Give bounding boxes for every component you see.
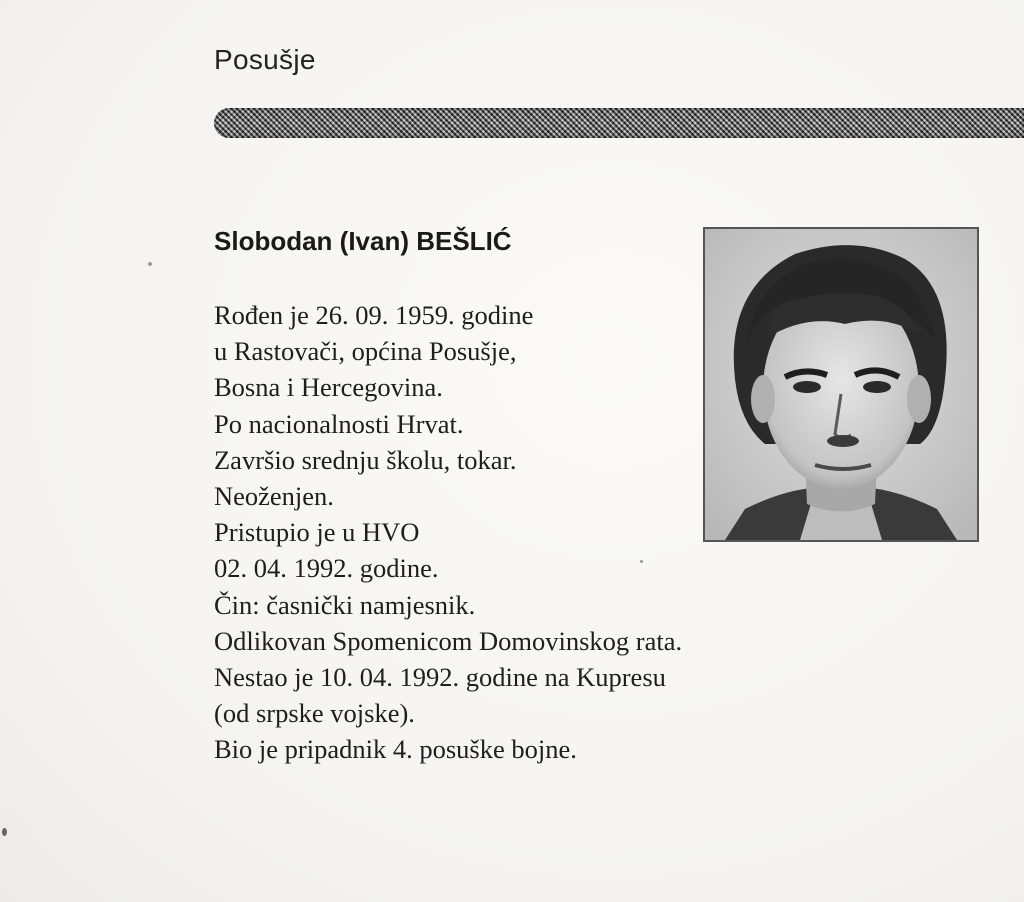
bio-line: Neoženjen. xyxy=(214,481,334,512)
biography-text xyxy=(214,297,682,768)
bio-line: Bio je pripadnik 4. posuške bojne. xyxy=(214,734,577,765)
bio-line: Odlikovan Spomenicom Domovinskog rata. xyxy=(214,625,683,656)
portrait-photo xyxy=(703,227,979,542)
person-name: Slobodan (Ivan) BEŠLIĆ xyxy=(214,226,512,256)
bio-line: Rođen je 26. 09. 1959. godine xyxy=(214,300,534,330)
bio-line: (od srpske vojske). xyxy=(214,698,415,729)
bio-line: Nestao je 10. 04. 1992. godine na Kupresu xyxy=(214,662,666,693)
bio-line: 02. 04. 1992. godine. xyxy=(214,553,439,584)
bio-line: Bosna i Hercegovina. xyxy=(214,372,443,403)
bio-line: Po nacionalnosti Hrvat. xyxy=(214,408,464,439)
bio-line: Završio srednju školu, tokar. xyxy=(214,444,517,475)
portrait-image xyxy=(705,229,977,540)
decorative-divider xyxy=(214,108,1024,138)
bio-line: Čin: časnički namjesnik. xyxy=(214,589,476,620)
paper-speck xyxy=(2,828,7,836)
paper-speck xyxy=(148,262,152,266)
bio-line: Pristupio je u HVO xyxy=(214,517,420,548)
bio-line: u Rastovači, općina Posušje, xyxy=(214,336,517,367)
section-title: Posušje xyxy=(214,44,316,75)
paper-speck xyxy=(640,560,643,563)
